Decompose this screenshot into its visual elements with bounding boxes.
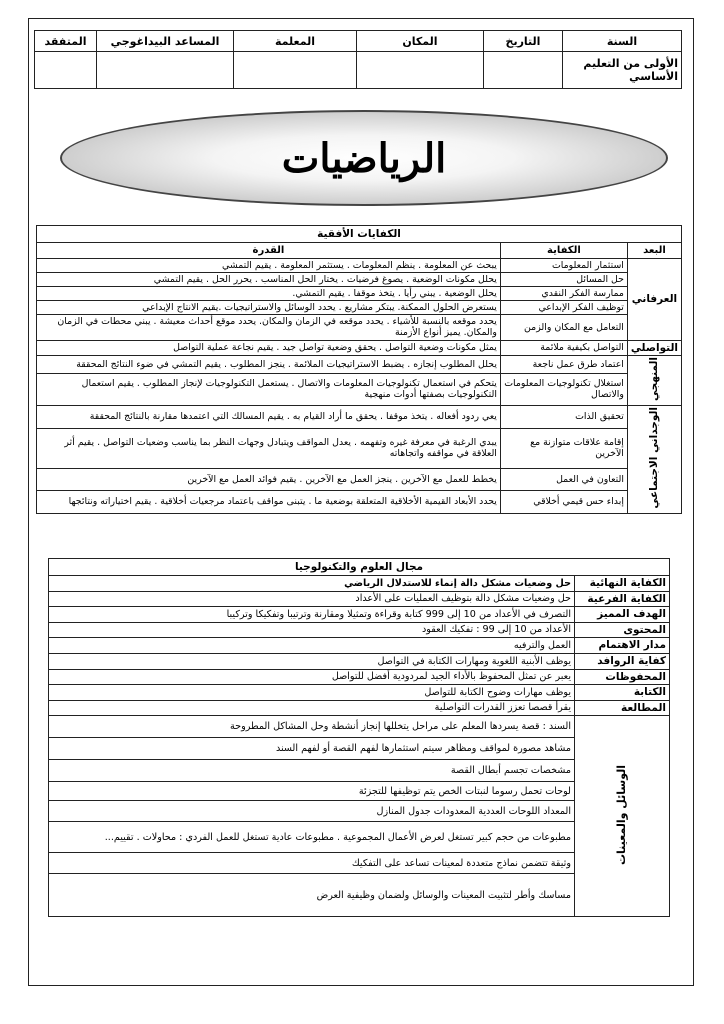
resource-item: وثيقة تتضمن نماذج متعددة لمعينات تساعد على التفكيك	[49, 853, 575, 874]
col-inspector: المتفقد	[35, 31, 97, 52]
interest-focus-value: العمل والترفيه	[49, 638, 575, 654]
competency-cell: استغلال تكنولوجيات المعلومات والاتصال	[500, 373, 627, 405]
competencies-caption-row	[37, 226, 682, 243]
science-domain-table	[48, 558, 670, 917]
table-row	[49, 638, 670, 654]
resource-item: لوحات تحمل رسوما لنبتات الخص يتم توظيفها للتجزئة	[49, 782, 575, 801]
dimension-methodological: المنهجي	[627, 355, 681, 405]
table-row	[49, 576, 670, 592]
table-row	[37, 373, 682, 405]
content-label: المحتوى	[575, 622, 670, 638]
ability-cell: يحلل المطلوب إنجازه . يضبط الاستراتيجيات الملائمة . ينجز المطلوب . يقيم التمشي في ضوء النتائج المحققة	[37, 355, 501, 373]
table-row	[37, 491, 682, 514]
resource-item: المعداد اللوحات العددية المعدودات جدول المنازل	[49, 801, 575, 822]
col-ability: القدرة	[37, 243, 501, 259]
tributaries-value: يوظف الأبنية اللغوية ومهارات الكتابة في التواصل	[49, 653, 575, 669]
content-value: الأعداد من 10 إلى 99 : تفكيك العقود	[49, 622, 575, 638]
resource-item: مساسك وأطر لتثبيت المعينات والوسائل ولضمان وظيفية العرض	[49, 874, 575, 917]
table-row	[49, 607, 670, 623]
date-value	[484, 52, 563, 89]
ability-cell: يحدد موقعه بالنسبة للأشياء . يحدد موقعه في الزمان والمكان. يحدد موقع أحداث معيشة . يبني محطات في الزمان والمكان. يميز أنواع الأزمنة	[37, 315, 501, 340]
distinct-goal-value: التصرف في الأعداد من 10 إلى 999 كتابة وقراءة وتمثيلا ومقارنة وترتيبا وتفكيكا وتركيبا	[49, 607, 575, 623]
table-row	[49, 685, 670, 701]
competency-cell: التعامل مع المكان والزمن	[500, 315, 627, 340]
competency-cell: توظيف الفكر الإبداعي	[500, 301, 627, 315]
inspector-value	[35, 52, 97, 89]
table-row	[49, 653, 670, 669]
competency-cell: تحقيق الذات	[500, 406, 627, 429]
tributaries-label: كفاية الروافد	[575, 653, 670, 669]
science-caption-row	[49, 559, 670, 576]
competency-cell: ممارسة الفكر النقدي	[500, 287, 627, 301]
writing-value: يوظف مهارات وضوح الكتابة للتواصل	[49, 685, 575, 701]
table-row	[49, 700, 670, 716]
competency-cell: التعاون في العمل	[500, 468, 627, 491]
table-row	[37, 468, 682, 491]
ability-cell: يحلل مكونات الوضعية . يصوغ فرضيات . يختار الحل المناسب . يحرر الحل . يقيم التمشي	[37, 273, 501, 287]
col-teacher: المعلمة	[234, 31, 357, 52]
ability-cell: يخطط للعمل مع الآخرين . ينجز العمل مع الآخرين . يقيم فوائد العمل مع الآخرين	[37, 468, 501, 491]
ability-cell: يمثل مكونات وضعية التواصل . يحقق وضعية تواصل جيد . يقيم نجاعة عملية التواصل	[37, 340, 501, 355]
col-place: المكان	[357, 31, 484, 52]
competency-cell: إقامة علاقات متوازنة مع الآخرين	[500, 428, 627, 468]
distinct-goal-label: الهدف المميز	[575, 607, 670, 623]
table-row	[37, 301, 682, 315]
transversal-competencies-table	[36, 225, 682, 514]
resource-item: مشخصات تجسم أبطال القصة	[49, 760, 575, 782]
ability-cell: يبحث عن المعلومة . ينظم المعلومات . يستثمر المعلومة . يقيم التمشي	[37, 259, 501, 273]
col-date: التاريخ	[484, 31, 563, 52]
year-value: الأولى من التعليم الأساسي	[563, 52, 682, 89]
final-competency-label: الكفاية النهائية	[575, 576, 670, 592]
resource-item: السند : قصة يسردها المعلم على مراحل يتخللها إنجاز أنشطة وحل المشاكل المطروحة	[49, 716, 575, 738]
ability-cell: يبدي الرغبة في معرفة غيره وتفهمه . يعدل المواقف ويتبادل وجهات النظر بما يناسب وضعيات التواصل . يقيم أثر العلاقة في مواقفه واتجاهاته	[37, 428, 501, 468]
resources-label: الوسائل والمعينات	[575, 716, 670, 917]
lesson-info-value-row	[35, 52, 682, 89]
table-row	[49, 669, 670, 685]
col-year: السنة	[563, 31, 682, 52]
table-row	[37, 340, 682, 355]
subject-title: الرياضيات	[281, 134, 447, 182]
table-row	[37, 428, 682, 468]
table-row	[49, 591, 670, 607]
sub-competency-label: الكفاية الفرعية	[575, 591, 670, 607]
ability-cell: يتحكم في استعمال تكنولوجيات المعلومات والاتصال . يستعمل التكنولوجيات لإنجاز المطلوب . يقيم استعمال التكنولوجيات بصفتها أدوات منهجية	[37, 373, 501, 405]
resource-item: مطبوعات من حجم كبير تستغل لعرض الأعمال المجموعية . مطبوعات عادية تستغل للعمل الفردي : محاولات . تقييم...	[49, 822, 575, 853]
memorization-value: يعبر عن تمثل المحفوظ بالأداء الجيد لمردودية أفضل للتواصل	[49, 669, 575, 685]
col-dimension: البعد	[627, 243, 681, 259]
writing-label: الكتابة	[575, 685, 670, 701]
memorization-label: المحفوظات	[575, 669, 670, 685]
lesson-info-header-row	[35, 31, 682, 52]
competency-cell: اعتماد طرق عمل ناجعة	[500, 355, 627, 373]
lesson-info-table	[34, 30, 682, 89]
table-row	[37, 406, 682, 429]
competency-cell: استثمار المعلومات	[500, 259, 627, 273]
assistant-value	[97, 52, 234, 89]
teacher-value	[234, 52, 357, 89]
table-row	[37, 259, 682, 273]
competency-cell: حل المسائل	[500, 273, 627, 287]
dimension-communicative: التواصلي	[627, 340, 681, 355]
col-pedagogical-assistant: المساعد البيداغوجي	[97, 31, 234, 52]
table-row	[49, 622, 670, 638]
interest-focus-label: مدار الاهتمام	[575, 638, 670, 654]
table-row	[37, 273, 682, 287]
resource-item: مشاهد مصورة لمواقف ومظاهر سيتم استثمارها لفهم القصة أو لفهم السند	[49, 738, 575, 760]
col-competency: الكفاية	[500, 243, 627, 259]
sub-competency-value: حل وضعيات مشكل دالة بتوظيف العمليات على الأعداد	[49, 591, 575, 607]
table-row	[37, 355, 682, 373]
dimension-cognitive: العرفاني	[627, 259, 681, 341]
place-value	[357, 52, 484, 89]
ability-cell: يحدد الأبعاد القيمية الأخلاقية المتعلقة بوضعية ما . يتبنى مواقف باعتماد مرجعيات أخلاقية . يقيم اختياراته ونتائجها	[37, 491, 501, 514]
competencies-header-row	[37, 243, 682, 259]
reading-label: المطالعة	[575, 700, 670, 716]
subject-title-banner	[60, 110, 668, 206]
ability-cell: يستعرض الحلول الممكنة. يبتكر مشاريع . يحدد الوسائل والاستراتيجيات .يقيم الانتاج الإبداعي	[37, 301, 501, 315]
competencies-caption: الكفايات الأفقية	[37, 226, 682, 243]
ability-cell: يحلل الوضعية . يبني رأيا . يتخذ موقفا . يقيم التمشي.	[37, 287, 501, 301]
table-row	[49, 716, 670, 738]
ability-cell: يعي ردود أفعاله . يتخذ موقفا . يحقق ما أراد القيام به . يقيم المسالك التي اعتمدها مقارنة بالنتائج المحققة	[37, 406, 501, 429]
table-row	[37, 315, 682, 340]
final-competency-value: حل وضعيات مشكل دالة إنماء للاستدلال الرياضي	[49, 576, 575, 592]
science-caption: مجال العلوم والتكنولوجيا	[49, 559, 670, 576]
table-row	[37, 287, 682, 301]
reading-value: يقرأ قصصا تعزز القدرات التواصلية	[49, 700, 575, 716]
competency-cell: التواصل بكيفية ملائمة	[500, 340, 627, 355]
competency-cell: إبداء حس قيمي أخلاقي	[500, 491, 627, 514]
dimension-affective-social: الوجداني الاجتماعي	[627, 406, 681, 514]
